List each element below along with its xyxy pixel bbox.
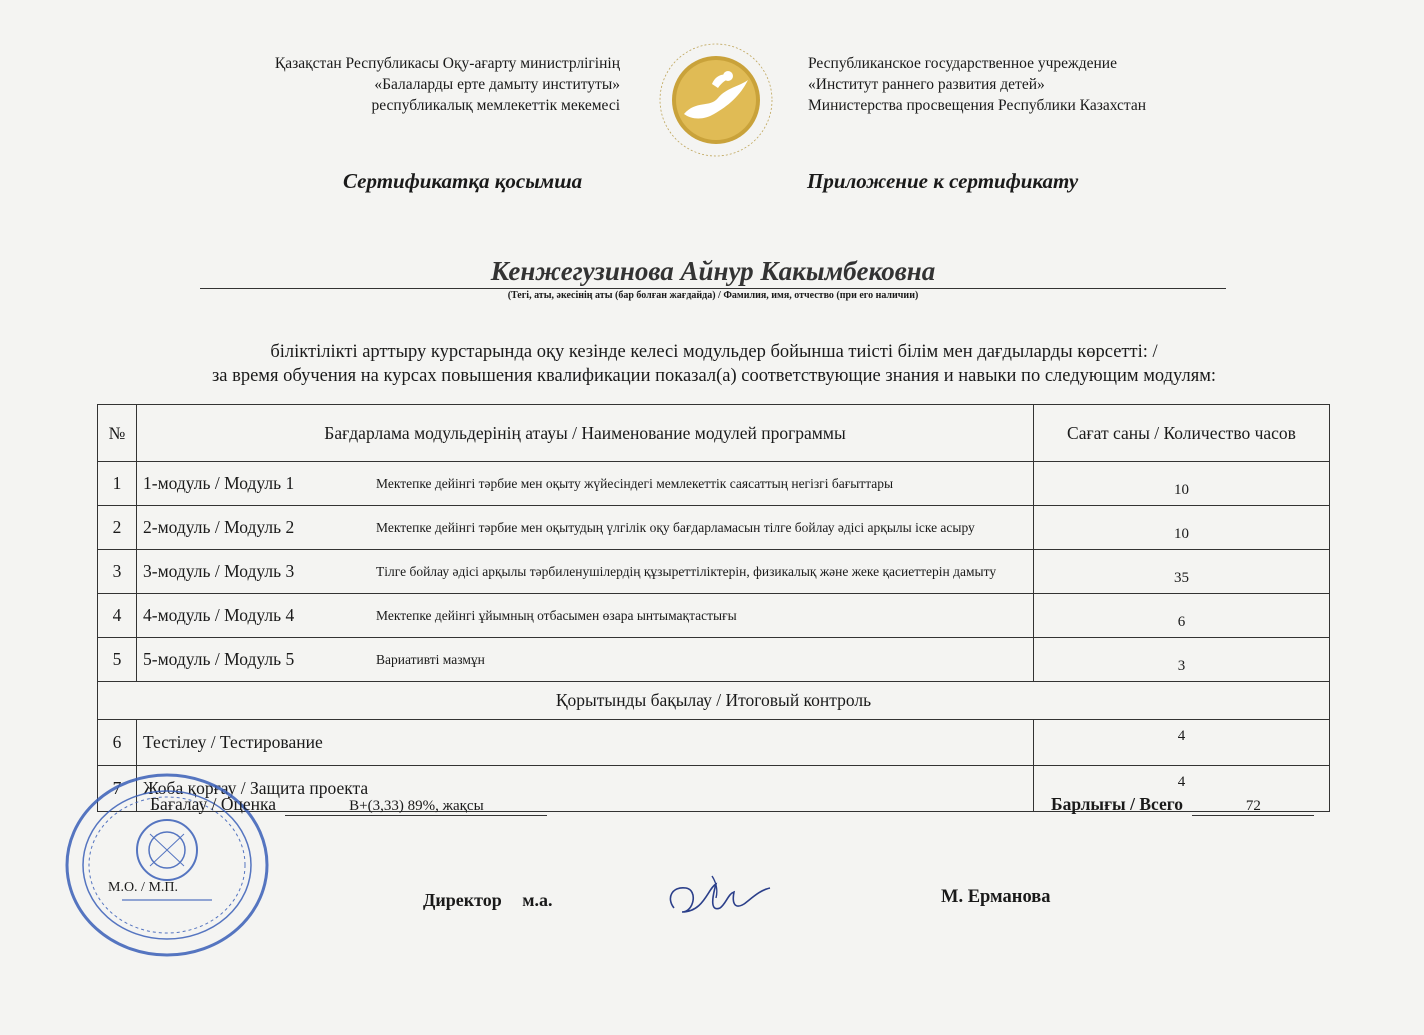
intro-ru: за время обучения на курсах повышения квалификации показал(а) соответствующие знания и навыки по следующим модулям: xyxy=(211,366,1217,386)
header-kz-line: республикалық мемлекеттік мекемесі xyxy=(371,97,620,114)
section-title: Қорытынды бақылау / Итоговый контроль xyxy=(98,682,1330,720)
row-num: 4 xyxy=(98,594,137,638)
header-ru-line: Республиканское государственное учреждение xyxy=(808,55,1117,72)
grade-label: Бағалау / Оценка xyxy=(150,794,277,814)
header-hours: Сағат саны / Количество часов xyxy=(1034,405,1330,462)
intro-kz: біліктілікті арттыру курстарында оқу кезінде келесі модульдер бойынша тиісті білім мен дағдыларды көрсетті: / xyxy=(270,342,1158,362)
intro-text xyxy=(100,340,1328,388)
total-value: 72 xyxy=(1192,798,1314,816)
total-label: Барлығы / Всего xyxy=(1051,794,1184,814)
row-hours: 35 xyxy=(1034,550,1330,594)
module-description: Вариативті мазмұн xyxy=(376,652,485,667)
module-description: Мектепке дейінгі тәрбие мен оқытудың үлгілік оқу бағдарламасын тілге бойлау әдісі арқылы іске асыру xyxy=(376,520,975,535)
row-num: 6 xyxy=(98,720,137,766)
acting-label: м.а. xyxy=(522,890,553,910)
row-module-cell xyxy=(137,506,1034,550)
module-label: 3-модуль / Модуль 3 xyxy=(143,561,295,581)
row-hours: 10 xyxy=(1034,506,1330,550)
row-module-cell xyxy=(137,462,1034,506)
signature-icon xyxy=(664,868,774,928)
director-block xyxy=(423,890,569,911)
header-ru-line: Министерства просвещения Республики Казахстан xyxy=(808,97,1147,114)
table-row xyxy=(98,506,1330,550)
person-name: Кенжегузинова Айнур Какымбековна xyxy=(490,256,936,286)
table-row xyxy=(98,462,1330,506)
grade-value: B+(3,33) 89%, жақсы xyxy=(285,798,547,816)
subtitle-ru: Приложение к сертификату xyxy=(807,169,1079,193)
row-num: 3 xyxy=(98,550,137,594)
table-row xyxy=(98,594,1330,638)
grade-block xyxy=(150,794,547,816)
header-ru xyxy=(808,53,1228,116)
row-module-cell xyxy=(137,594,1034,638)
row-final-label: Тестілеу / Тестирование xyxy=(137,720,1034,766)
director-label: Директор xyxy=(423,890,502,910)
row-hours: 6 xyxy=(1034,594,1330,638)
row-hours: 10 xyxy=(1034,462,1330,506)
name-caption: (Тегі, аты, әкесінің аты (бар болған жағдайда) / Фамилия, имя, отчество (при его наличии) xyxy=(507,290,919,301)
module-description: Мектепке дейінгі тәрбие мен оқыту жүйесіндегі мемлекеттік саясаттың негізгі бағыттары xyxy=(376,476,894,491)
name-underline xyxy=(200,288,1226,289)
header-kz xyxy=(200,53,620,116)
header-kz-line: «Балаларды ерте дамыту институты» xyxy=(374,76,620,93)
module-description: Тілге бойлау әдісі арқылы тәрбиленушілердің құзыреттіліктерін, физикалық және жеке қасиеттерін дамыту xyxy=(376,564,997,579)
module-description: Мектепке дейінгі ұйымның отбасымен өзара ынтымақтастығы xyxy=(376,608,737,623)
row-hours: 4 xyxy=(1034,766,1330,812)
subtitle-kz: Сертификатқа қосымша xyxy=(343,169,583,193)
header-module-name: Бағдарлама модульдерінің атауы / Наименование модулей программы xyxy=(137,405,1034,462)
section-row xyxy=(98,682,1330,720)
modules-table xyxy=(97,404,1330,812)
row-module-cell xyxy=(137,550,1034,594)
row-hours: 4 xyxy=(1034,720,1330,766)
header-ru-line: «Институт раннего развития детей» xyxy=(808,76,1045,93)
total-block xyxy=(1051,794,1314,816)
row-hours: 3 xyxy=(1034,638,1330,682)
signer-name: М. Ерманова xyxy=(941,887,1051,907)
module-label: 2-модуль / Модуль 2 xyxy=(143,517,295,537)
table-row xyxy=(98,638,1330,682)
header-kz-line: Қазақстан Республикасы Оқу-ағарту министрлігінің xyxy=(274,55,620,72)
row-module-cell xyxy=(137,638,1034,682)
module-label: 1-модуль / Модуль 1 xyxy=(143,473,295,493)
row-num: 5 xyxy=(98,638,137,682)
module-label: 5-модуль / Модуль 5 xyxy=(143,649,295,669)
module-label: 4-модуль / Модуль 4 xyxy=(143,605,295,625)
table-header-row xyxy=(98,405,1330,462)
header-num: № xyxy=(98,405,137,462)
row-final-label: Жоба қорғау / Защита проекта xyxy=(137,766,1034,812)
table-row xyxy=(98,550,1330,594)
row-num: 7 xyxy=(98,766,137,812)
table-row xyxy=(98,720,1330,766)
stamp-place-label: М.О. / М.П. xyxy=(108,880,179,895)
institute-logo-icon xyxy=(656,40,776,160)
row-num: 1 xyxy=(98,462,137,506)
row-num: 2 xyxy=(98,506,137,550)
